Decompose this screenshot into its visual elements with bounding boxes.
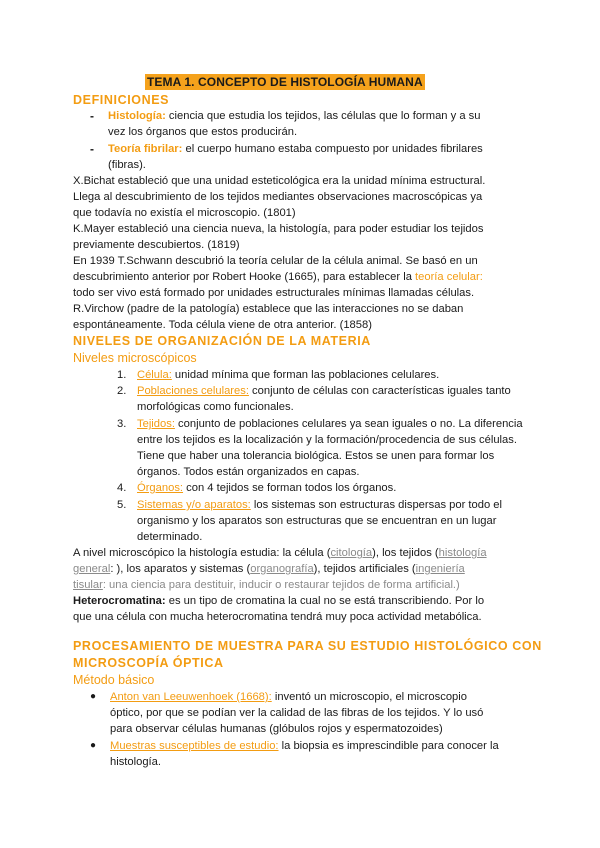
link-organografia[interactable]: organografía xyxy=(250,563,314,575)
term-heterocromatina: Heterocromatina: xyxy=(73,595,166,607)
link-histologia-general-cont[interactable]: general xyxy=(73,563,111,575)
paragraph-line: Llega al descubrimiento de los tejidos mediantes observaciones macroscópicas ya xyxy=(73,191,483,203)
list-item-celula xyxy=(137,367,439,383)
paragraph-text: : ), los aparatos y sistemas ( xyxy=(110,563,251,575)
list-item-text: conjunto de poblaciones celulares ya sean iguales o no. La diferencia xyxy=(174,418,523,430)
list-item-text: con 4 tejidos se forman todos los órganos. xyxy=(183,482,397,494)
paragraph-text: descubrimiento anterior por Robert Hooke (1665), para establecer la xyxy=(73,271,416,283)
paragraph-line: todo ser vivo está formado por unidades estructurales mínimas llamadas células. xyxy=(73,287,475,299)
term-teoria-fibrilar: Teoría fibrilar: xyxy=(108,143,183,155)
definition-text-cont: (fibras). xyxy=(108,159,146,171)
list-number: 3. xyxy=(117,418,127,430)
paragraph-line: que una célula con mucha heterocromatina tendrá muy poca actividad metabólica. xyxy=(73,611,482,623)
list-number: 5. xyxy=(117,499,127,511)
paragraph-line: que todavía no existía el microscopio. (1801) xyxy=(73,207,296,219)
definition-text-cont: vez los órganos que estos producirán. xyxy=(108,126,298,138)
list-number: 4. xyxy=(117,482,127,494)
link-poblaciones-celulares[interactable]: Poblaciones celulares: xyxy=(137,385,249,397)
paragraph-text: : una ciencia para destituir, inducir o restaurar tejidos de forma artificial.) xyxy=(102,579,460,591)
list-item-muestras xyxy=(110,738,499,754)
list-item-cont: óptico, por que se podían ver la calidad de las fibras de los tejidos. Y lo usó xyxy=(110,707,484,719)
list-item-text: conjunto de células con características iguales tanto xyxy=(248,385,511,397)
dash-bullet: - xyxy=(90,109,94,123)
definition-histologia xyxy=(108,108,480,124)
paragraph-text: es un tipo de cromatina la cual no se está transcribiendo. Por lo xyxy=(165,595,485,607)
list-item-cont: Tiene que haber una tolerancia biológica. Estos se unen para formar los xyxy=(137,450,495,462)
list-item-cont: para observar células humanas (glóbulos rojos y espermatozoides) xyxy=(110,723,443,735)
paragraph-text: A nivel microscópico la histología estudia: la célula ( xyxy=(73,547,331,559)
definition-text: ciencia que estudia los tejidos, las células que lo forman y a su xyxy=(165,110,481,122)
link-organos[interactable]: Órganos: xyxy=(137,482,184,494)
niveles-heading: NIVELES DE ORGANIZACIÓN DE LA MATERIA xyxy=(73,334,371,348)
link-celula[interactable]: Célula: xyxy=(137,369,172,381)
link-tejidos[interactable]: Tejidos: xyxy=(137,418,175,430)
list-number: 2. xyxy=(117,385,127,397)
paragraph-line xyxy=(73,593,484,609)
list-item-poblaciones xyxy=(137,383,511,399)
paragraph-text: ), tejidos artificiales ( xyxy=(313,563,416,575)
link-ingenieria-tisular[interactable]: ingeniería xyxy=(415,563,465,575)
list-item-text: los sistemas son estructuras dispersas por todo el xyxy=(250,499,503,511)
paragraph-line: espontáneamente. Toda célula viene de otra anterior. (1858) xyxy=(73,319,372,331)
definition-text: el cuerpo humano estaba compuesto por unidades fibrilares xyxy=(182,143,483,155)
bullet-dot: ● xyxy=(90,691,97,702)
link-ingenieria-tisular-cont[interactable]: tisular xyxy=(73,579,103,591)
paragraph-line xyxy=(73,561,465,577)
link-leeuwenhoek[interactable]: Anton van Leeuwenhoek (1668): xyxy=(110,691,272,703)
paragraph-line: R.Virchow (padre de la patología) establece que las interacciones no se daban xyxy=(73,303,464,315)
paragraph-line: En 1939 T.Schwann descubrió la teoría celular de la célula animal. Se basó en un xyxy=(73,255,478,267)
definiciones-heading: DEFINICIONES xyxy=(73,93,170,107)
paragraph-line: K.Mayer estableció una ciencia nueva, la histología, para poder estudiar los tejidos xyxy=(73,223,484,235)
procesamiento-heading-cont: MICROSCOPÍA ÓPTICA xyxy=(73,656,224,670)
page-title: TEMA 1. CONCEPTO DE HISTOLOGÍA HUMANA xyxy=(147,75,423,89)
list-item-cont: histología. xyxy=(110,756,161,768)
paragraph-line xyxy=(73,577,460,593)
niveles-subheading: Niveles microscópicos xyxy=(73,351,197,365)
list-item-cont: determinado. xyxy=(137,531,203,543)
list-item-leeuwenhoek xyxy=(110,689,467,705)
list-item-cont: organismo y los aparatos son estructuras que se encuentran en un lugar xyxy=(137,515,497,527)
definition-teoria-fibrilar xyxy=(108,141,483,157)
link-histologia-general[interactable]: histología xyxy=(438,547,487,559)
list-item-organos xyxy=(137,480,396,496)
procesamiento-heading: PROCESAMIENTO DE MUESTRA PARA SU ESTUDIO HISTOLÓGICO CON xyxy=(73,639,542,653)
list-item-cont: morfológicas como funcionales. xyxy=(137,401,294,413)
metodo-basico-subheading: Método básico xyxy=(73,673,155,687)
bullet-dot: ● xyxy=(90,740,97,751)
term-histologia: Histología: xyxy=(108,110,166,122)
list-item-cont: entre los tejidos es la localización y la formación/procedencia de sus células. xyxy=(137,434,517,446)
paragraph-line xyxy=(73,269,483,285)
list-item-text: unidad mínima que forman las poblaciones celulares. xyxy=(171,369,440,381)
list-item-text: inventó un microscopio, el microscopio xyxy=(271,691,467,703)
link-muestras-susceptibles[interactable]: Muestras susceptibles de estudio: xyxy=(110,740,279,752)
paragraph-text: ), los tejidos ( xyxy=(372,547,439,559)
term-teoria-celular: teoría celular: xyxy=(415,271,483,283)
paragraph-line xyxy=(73,545,487,561)
link-citologia[interactable]: citología xyxy=(330,547,373,559)
list-item-cont: órganos. Todos están organizados en capas. xyxy=(137,466,360,478)
paragraph-line: X.Bichat estableció que una unidad esteticológica era la unidad mínima estructural. xyxy=(73,175,486,187)
list-item-tejidos xyxy=(137,416,523,432)
paragraph-line: previamente descubiertos. (1819) xyxy=(73,239,240,251)
list-item-text: la biopsia es imprescindible para conocer la xyxy=(278,740,499,752)
list-number: 1. xyxy=(117,369,127,381)
dash-bullet: - xyxy=(90,142,94,156)
list-item-sistemas xyxy=(137,497,502,513)
link-sistemas-aparatos[interactable]: Sistemas y/o aparatos: xyxy=(137,499,251,511)
